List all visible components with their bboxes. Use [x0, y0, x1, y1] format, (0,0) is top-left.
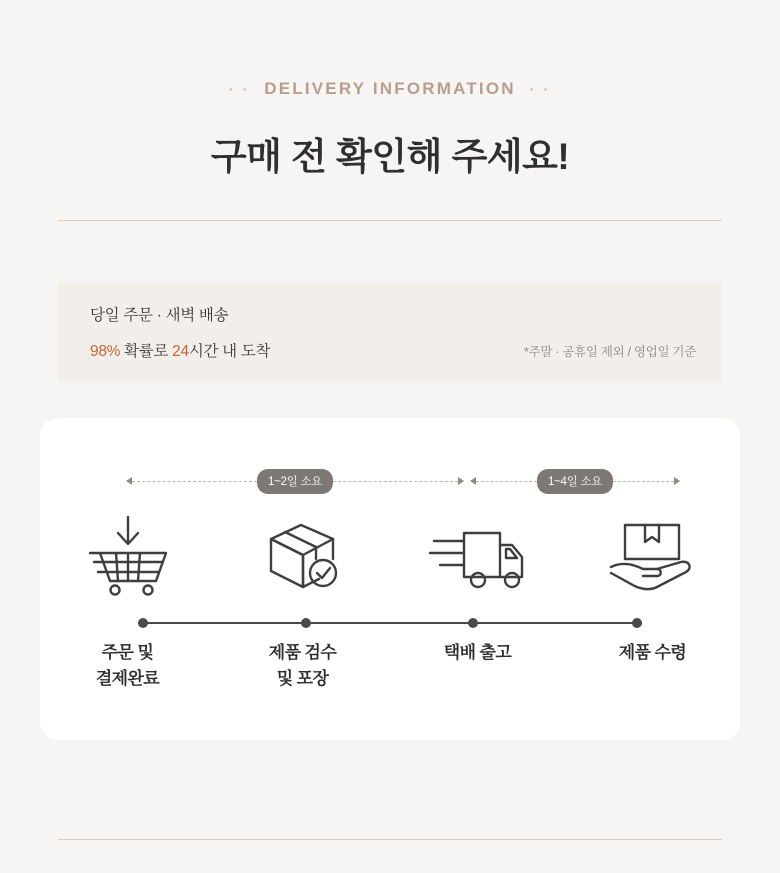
- range-line: [333, 481, 458, 482]
- notice-row: [90, 339, 696, 361]
- divider-top: [58, 220, 722, 221]
- progress-dot-3: [468, 618, 478, 628]
- range-label-1: 1~2일 소요: [257, 469, 333, 494]
- step-labels: [40, 640, 740, 693]
- delivery-truck-icon: [428, 515, 528, 597]
- section-eyebrow: [0, 0, 780, 99]
- range-shipping-to-receipt: [470, 470, 680, 492]
- notice-suffix-text: 시간 내 도착: [188, 343, 271, 360]
- step-icons: [40, 506, 740, 606]
- notice-line-1: 당일 주문 · 새벽 배송: [90, 307, 229, 324]
- step-icon-cell-2: [215, 506, 390, 606]
- hand-parcel-icon: [605, 515, 701, 597]
- notice-footnote: *주말 · 공휴일 제외 / 영업일 기준: [524, 345, 696, 359]
- step-label-2: [215, 640, 390, 693]
- notice-line-2: [90, 339, 270, 361]
- notice-banner: [58, 283, 722, 381]
- eyebrow-dots-left: · ·: [228, 81, 251, 97]
- step-icon-cell-1: [40, 506, 215, 606]
- range-line: [476, 481, 537, 482]
- step-label-1-line-2: 결제완료: [95, 669, 160, 689]
- step-label-1-line-1: 주문 및: [101, 643, 154, 662]
- step-icon-cell-3: [390, 506, 565, 606]
- step-label-2-line-1: 제품 검수: [268, 643, 337, 662]
- divider-bottom: [58, 839, 722, 840]
- arrow-right-icon: [458, 477, 464, 485]
- notice-mid-text: 확률로: [120, 343, 173, 360]
- progress-dot-1: [138, 618, 148, 628]
- range-label-2: 1~4일 소요: [537, 469, 613, 494]
- range-line: [613, 481, 674, 482]
- step-progress-line: [138, 618, 642, 628]
- step-label-4-line-1: 제품 수령: [618, 643, 687, 662]
- step-ranges: [40, 470, 740, 492]
- notice-highlight-hours: 24: [172, 343, 189, 360]
- notice-highlight-percent: 98%: [90, 343, 121, 360]
- progress-bar: [138, 622, 642, 624]
- eyebrow-label: DELIVERY INFORMATION: [264, 79, 516, 98]
- range-line: [132, 481, 257, 482]
- range-order-to-shipping: [126, 470, 464, 492]
- progress-dot-4: [632, 618, 642, 628]
- step-label-3: [390, 640, 565, 693]
- step-label-4: [565, 640, 740, 693]
- step-label-1: [40, 640, 215, 693]
- progress-dot-2: [301, 618, 311, 628]
- step-label-2-line-2: 및 포장: [276, 669, 329, 689]
- shopping-cart-download-icon: [82, 515, 174, 597]
- eyebrow-dots-right: · ·: [529, 81, 552, 97]
- package-check-icon: [257, 515, 349, 597]
- delivery-steps-card: [40, 418, 740, 740]
- step-icon-cell-4: [565, 506, 740, 606]
- arrow-right-icon: [674, 477, 680, 485]
- page-title: 구매 전 확인해 주세요!: [210, 136, 570, 177]
- step-label-3-line-1: 택배 출고: [443, 643, 512, 662]
